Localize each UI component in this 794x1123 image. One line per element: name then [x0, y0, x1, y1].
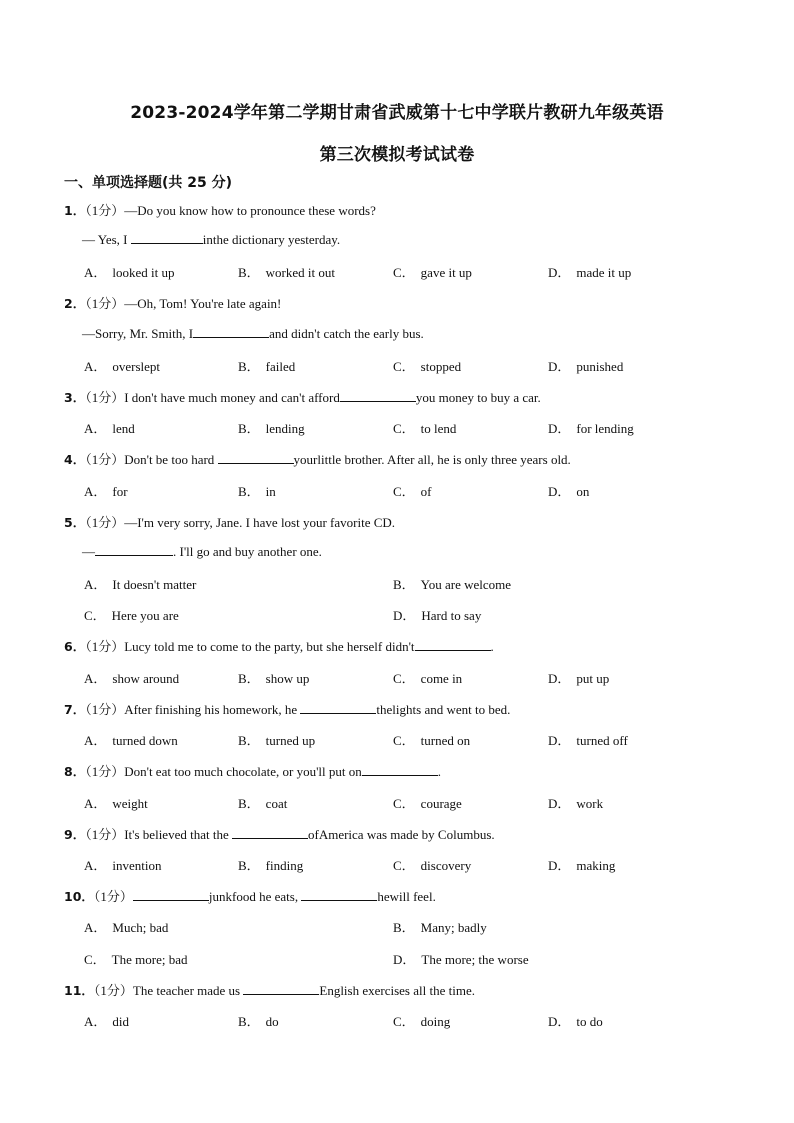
option-c[interactable] — [393, 855, 471, 874]
answer-blank — [362, 763, 438, 776]
question-text: —Sorry, Mr. Smith, I — [82, 326, 194, 341]
option-text: put up — [576, 671, 610, 686]
option-text: The more; bad — [111, 952, 188, 967]
question-text: Don't be too hard — [124, 452, 218, 467]
option-letter: B． — [238, 421, 260, 436]
option-text: finding — [265, 858, 304, 873]
answer-blank — [133, 888, 209, 901]
option-letter: C． — [393, 733, 415, 748]
option-text: turned on — [420, 733, 471, 748]
option-text: do — [265, 1014, 279, 1029]
option-b[interactable] — [238, 855, 303, 874]
question-text: ofAmerica was made by Columbus. — [307, 827, 495, 842]
option-letter: C． — [393, 359, 415, 374]
option-text: doing — [420, 1014, 451, 1029]
option-b[interactable] — [238, 262, 335, 281]
question-number: 9． — [64, 827, 86, 842]
option-a[interactable] — [84, 668, 179, 687]
question-text: . — [437, 764, 442, 779]
page-title: 2023-2024学年第二学期甘肃省武威第十七中学联片教研九年级英语 — [130, 103, 664, 123]
question-number: 10． — [64, 889, 94, 904]
option-text: work — [576, 796, 604, 811]
question-text: and didn't catch the early bus. — [269, 326, 424, 341]
option-d[interactable] — [548, 356, 623, 375]
option-letter: D． — [548, 265, 571, 280]
question-10 — [64, 886, 436, 905]
option-letter: C． — [393, 1014, 415, 1029]
option-text: Here you are — [111, 608, 179, 623]
question-text: After finishing his homework, he — [124, 702, 301, 717]
answer-blank — [301, 888, 377, 901]
question-text: — — [82, 544, 95, 559]
option-letter: B． — [393, 577, 415, 592]
option-text: gave it up — [420, 265, 472, 280]
option-letter: B． — [238, 1014, 260, 1029]
question-score: （1分） — [85, 639, 125, 654]
option-letter: C． — [84, 608, 106, 623]
answer-blank — [340, 389, 416, 402]
question-4 — [64, 449, 571, 468]
option-letter: D． — [393, 608, 416, 623]
question-number: 4． — [64, 452, 86, 467]
question-score: （1分） — [85, 702, 125, 717]
option-text: coat — [265, 796, 288, 811]
option-letter: A． — [84, 484, 107, 499]
option-text: discovery — [420, 858, 472, 873]
option-letter: C． — [393, 671, 415, 686]
question-text: — Yes, I — [82, 232, 131, 247]
question-5-line2 — [82, 543, 322, 560]
page-subtitle: 第三次模拟考试试卷 — [319, 145, 475, 165]
option-text: for lending — [576, 421, 634, 436]
question-text: . — [490, 639, 494, 654]
question-number: 11． — [64, 983, 94, 998]
question-score: （1分） — [85, 515, 125, 530]
answer-blank — [415, 638, 491, 651]
option-letter: B． — [238, 796, 260, 811]
option-text: on — [576, 484, 590, 499]
option-a[interactable] — [84, 917, 168, 936]
question-text: yourlittle brother. After all, he is only three years old. — [293, 452, 571, 467]
option-text: You are welcome — [420, 577, 512, 592]
question-score: （1分） — [85, 203, 125, 218]
question-text: hewill feel. — [377, 889, 436, 904]
option-text: in — [265, 484, 276, 499]
question-text: —Do you know how to pronounce these words? — [124, 203, 376, 218]
option-text: for — [112, 484, 128, 499]
option-text: turned off — [576, 733, 628, 748]
option-b[interactable] — [238, 356, 295, 375]
option-a[interactable] — [84, 262, 175, 281]
option-a[interactable] — [84, 574, 196, 593]
option-text: punished — [576, 359, 624, 374]
option-letter: D． — [548, 733, 571, 748]
option-letter: B． — [238, 484, 260, 499]
option-letter: B． — [238, 858, 260, 873]
question-7 — [64, 699, 510, 718]
option-letter: C． — [84, 952, 106, 967]
option-text: It doesn't matter — [112, 577, 197, 592]
answer-blank — [95, 543, 173, 556]
option-letter: D． — [548, 796, 571, 811]
option-a[interactable] — [84, 1011, 129, 1030]
question-text: English exercises all the time. — [319, 983, 475, 998]
question-score: （1分） — [85, 390, 125, 405]
option-text: weight — [112, 796, 148, 811]
option-letter: D． — [548, 671, 571, 686]
option-text: courage — [420, 796, 462, 811]
option-letter: B． — [238, 359, 260, 374]
option-a[interactable] — [84, 730, 178, 749]
option-b[interactable] — [238, 481, 276, 500]
option-text: looked it up — [112, 265, 175, 280]
question-text: thelights and went to bed. — [376, 702, 511, 717]
option-letter: A． — [84, 421, 107, 436]
option-b[interactable] — [238, 793, 287, 812]
option-text: Much; bad — [112, 920, 169, 935]
option-letter: C． — [393, 421, 415, 436]
option-c[interactable] — [393, 793, 462, 812]
option-text: failed — [265, 359, 296, 374]
answer-blank — [218, 451, 294, 464]
option-c[interactable] — [393, 418, 456, 437]
option-text: worked it out — [265, 265, 335, 280]
option-text: lend — [112, 421, 135, 436]
question-text: . I'll go and buy another one. — [173, 544, 322, 559]
question-text: The teacher made us — [132, 983, 244, 998]
option-text: of — [420, 484, 432, 499]
option-letter: B． — [238, 733, 260, 748]
option-b[interactable] — [238, 418, 305, 437]
option-letter: D． — [548, 484, 571, 499]
option-text: stopped — [420, 359, 462, 374]
option-d[interactable] — [548, 855, 615, 874]
option-d[interactable] — [548, 1011, 603, 1030]
option-letter: D． — [548, 858, 571, 873]
option-b[interactable] — [238, 668, 309, 687]
answer-blank — [193, 325, 269, 338]
question-number: 5． — [64, 515, 86, 530]
option-letter: A． — [84, 1014, 107, 1029]
question-9 — [64, 824, 495, 843]
question-number: 6． — [64, 639, 86, 654]
option-letter: D． — [548, 421, 571, 436]
option-d[interactable] — [393, 949, 529, 968]
option-d[interactable] — [548, 481, 589, 500]
option-text: Many; badly — [420, 920, 487, 935]
question-score: （1分） — [85, 452, 125, 467]
option-text: overslept — [112, 359, 161, 374]
option-d[interactable] — [548, 262, 631, 281]
option-letter: C． — [393, 858, 415, 873]
question-text: you money to buy a car. — [415, 390, 541, 405]
option-d[interactable] — [548, 668, 609, 687]
question-3 — [64, 387, 541, 406]
option-letter: A． — [84, 796, 107, 811]
option-d[interactable] — [548, 418, 634, 437]
question-text: inthe dictionary yesterday. — [202, 232, 341, 247]
option-d[interactable] — [548, 730, 628, 749]
question-score: （1分） — [93, 889, 133, 904]
question-8 — [64, 761, 441, 780]
option-text: turned up — [265, 733, 316, 748]
option-text: invention — [112, 858, 162, 873]
option-letter: B． — [238, 671, 260, 686]
option-text: The more; the worse — [421, 952, 529, 967]
option-text: lending — [265, 421, 305, 436]
option-text: turned down — [112, 733, 178, 748]
option-b[interactable] — [238, 730, 315, 749]
option-letter: C． — [393, 265, 415, 280]
option-text: making — [576, 858, 616, 873]
question-number: 8． — [64, 764, 86, 779]
option-c[interactable] — [393, 262, 472, 281]
question-1 — [64, 200, 376, 219]
option-text: to lend — [420, 421, 457, 436]
question-score: （1分） — [85, 827, 125, 842]
option-b[interactable] — [393, 917, 487, 936]
option-letter: D． — [393, 952, 416, 967]
option-b[interactable] — [238, 1011, 279, 1030]
answer-blank — [243, 982, 319, 995]
option-letter: A． — [84, 671, 107, 686]
question-2-line2 — [82, 325, 424, 342]
option-letter: A． — [84, 920, 107, 935]
question-number: 2． — [64, 296, 86, 311]
option-c[interactable] — [84, 605, 179, 624]
option-letter: B． — [238, 265, 260, 280]
option-letter: A． — [84, 359, 107, 374]
option-text: to do — [576, 1014, 603, 1029]
question-text: It's believed that the — [124, 827, 232, 842]
option-letter: B． — [393, 920, 415, 935]
question-score: （1分） — [85, 296, 125, 311]
option-text: show around — [112, 671, 180, 686]
section-heading: 一、单项选择题(共 25 分) — [64, 175, 233, 191]
option-letter: D． — [548, 359, 571, 374]
option-c[interactable] — [393, 356, 461, 375]
question-5 — [64, 512, 395, 531]
answer-blank — [131, 231, 203, 244]
option-c[interactable] — [393, 1011, 450, 1030]
question-11 — [64, 980, 475, 999]
option-text: Hard to say — [421, 608, 482, 623]
option-letter: A． — [84, 265, 107, 280]
question-6 — [64, 636, 494, 655]
option-c[interactable] — [393, 481, 432, 500]
option-c[interactable] — [393, 668, 462, 687]
answer-blank — [232, 826, 308, 839]
option-letter: C． — [393, 796, 415, 811]
question-2 — [64, 293, 281, 312]
option-d[interactable] — [393, 605, 481, 624]
option-a[interactable] — [84, 481, 128, 500]
option-a[interactable] — [84, 356, 160, 375]
question-score: （1分） — [93, 983, 133, 998]
option-letter: A． — [84, 577, 107, 592]
option-b[interactable] — [393, 574, 511, 593]
option-c[interactable] — [393, 730, 470, 749]
question-number: 1． — [64, 203, 86, 218]
question-score: （1分） — [85, 764, 125, 779]
question-text: junkfood he eats, — [208, 889, 302, 904]
question-text: I don't have much money and can't afford — [124, 390, 340, 405]
question-text: —I'm very sorry, Jane. I have lost your favorite CD. — [124, 515, 396, 530]
option-text: show up — [265, 671, 310, 686]
option-c[interactable] — [84, 949, 187, 968]
option-d[interactable] — [548, 793, 603, 812]
answer-blank — [300, 701, 376, 714]
question-text: Don't eat too much chocolate, or you'll put on — [124, 764, 362, 779]
option-letter: A． — [84, 858, 107, 873]
option-text: come in — [420, 671, 463, 686]
question-text: Lucy told me to come to the party, but she herself didn't — [124, 639, 415, 654]
option-letter: C． — [393, 484, 415, 499]
option-letter: A． — [84, 733, 107, 748]
option-a[interactable] — [84, 418, 135, 437]
option-text: made it up — [576, 265, 632, 280]
question-1-line2 — [82, 231, 340, 248]
option-a[interactable] — [84, 855, 162, 874]
question-text: —Oh, Tom! You're late again! — [124, 296, 282, 311]
question-number: 7． — [64, 702, 86, 717]
option-letter: D． — [548, 1014, 571, 1029]
option-a[interactable] — [84, 793, 148, 812]
question-number: 3． — [64, 390, 86, 405]
option-text: did — [112, 1014, 130, 1029]
